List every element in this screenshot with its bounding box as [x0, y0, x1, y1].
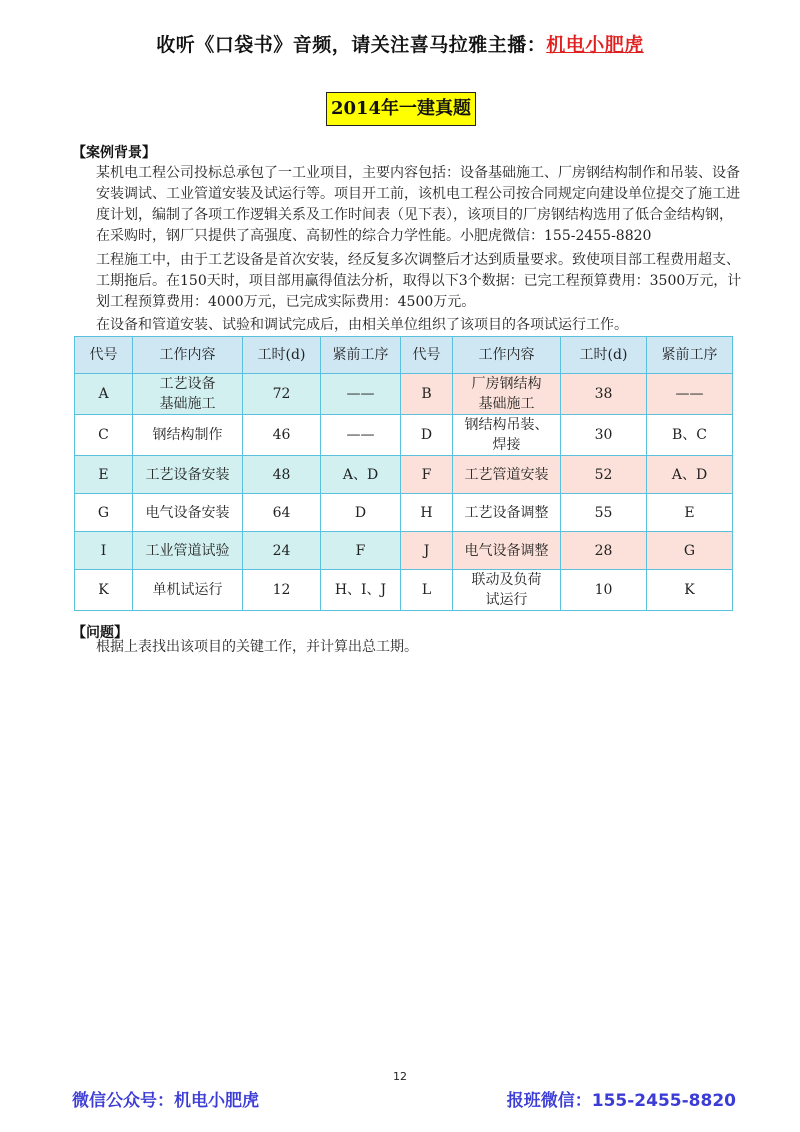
table-cell: 46	[243, 415, 321, 456]
table-cell: 电气设备安装	[133, 494, 243, 532]
table-cell: H、I、J	[321, 570, 401, 611]
table-cell: G	[75, 494, 133, 532]
table-cell: 单机试运行	[133, 570, 243, 611]
table-row	[75, 374, 733, 415]
table-cell: 64	[243, 494, 321, 532]
table-cell: 工艺设备安装	[133, 456, 243, 494]
table-cell: 52	[561, 456, 647, 494]
table-cell: B	[401, 374, 453, 415]
paragraph-text: 工程施工中，由于工艺设备是首次安装，经反复多次调整后才达到质量要求。致使项目部工程费用超支、工期拖后。在150天时，项目部用赢得值法分析，取得以下3个数据：已完工程预算费用：3500万元，计划工程预算费用：4000万元，已完成实际费用：4500万元。	[96, 252, 742, 310]
table-cell: B、C	[647, 415, 733, 456]
paragraph-text: 在设备和管道安装、试验和调试完成后，由相关单位组织了该项目的各项试运行工作。	[96, 317, 628, 333]
table-cell: J	[401, 532, 453, 570]
table-cell: ——	[647, 374, 733, 415]
table-cell: ——	[321, 374, 401, 415]
table-row	[75, 494, 733, 532]
background-section-label: 【案例背景】	[72, 145, 156, 161]
table-cell: 10	[561, 570, 647, 611]
table-cell: A、D	[321, 456, 401, 494]
table-cell: 工业管道试验	[133, 532, 243, 570]
column-header: 工作内容	[133, 337, 243, 374]
table-cell: A、D	[647, 456, 733, 494]
table-cell: K	[75, 570, 133, 611]
header-prefix: 收听《口袋书》音频，请关注喜马拉雅主播：	[156, 34, 547, 56]
table-cell: 55	[561, 494, 647, 532]
table-cell: C	[75, 415, 133, 456]
column-header: 工作内容	[453, 337, 561, 374]
page-title: 2014年一建真题	[326, 92, 476, 126]
table-cell: 电气设备调整	[453, 532, 561, 570]
background-paragraph-3	[96, 315, 746, 336]
column-header: 紧前工序	[321, 337, 401, 374]
table-cell: 工艺设备调整	[453, 494, 561, 532]
column-header: 代号	[75, 337, 133, 374]
table-cell: 厂房钢结构 基础施工	[453, 374, 561, 415]
table-cell: K	[647, 570, 733, 611]
question-section-label: 【问题】	[72, 625, 128, 641]
table-cell: 30	[561, 415, 647, 456]
column-header: 工时(d)	[243, 337, 321, 374]
table-cell: 72	[243, 374, 321, 415]
table-row	[75, 415, 733, 456]
footer-enroll-wechat: 报班微信：155-2455-8820	[506, 1091, 736, 1111]
table-cell: 钢结构吊装、 焊接	[453, 415, 561, 456]
table-cell: I	[75, 532, 133, 570]
table-row	[75, 532, 733, 570]
table-cell: H	[401, 494, 453, 532]
column-header: 紧前工序	[647, 337, 733, 374]
table-cell: 28	[561, 532, 647, 570]
table-cell: 38	[561, 374, 647, 415]
table-cell: E	[75, 456, 133, 494]
table-cell: 工艺设备 基础施工	[133, 374, 243, 415]
table-cell: D	[401, 415, 453, 456]
table-cell: D	[321, 494, 401, 532]
table-cell: 联动及负荷 试运行	[453, 570, 561, 611]
table-cell: A	[75, 374, 133, 415]
background-paragraph-1	[96, 163, 746, 247]
paragraph-text: 某机电工程公司投标总承包了一工业项目，主要内容包括：设备基础施工、厂房钢结构制作和吊装、设备安装调试、工业管道安装及试运行等。项目开工前，该机电工程公司按合同规定向建设单位提交了施工进度计划，编制了各项工作逻辑关系及工作时间表（见下表），该项目的厂房钢结构选用了低合金结构钢，在采购时，钢厂只提供了高强度、高韧性的综合力学性能。小肥虎微信：155-2455-8820	[96, 165, 740, 244]
question-text: 根据上表找出该项目的关键工作，并计算出总工期。	[96, 639, 418, 655]
table-row	[75, 570, 733, 611]
table-cell: 工艺管道安装	[453, 456, 561, 494]
table-cell: F	[321, 532, 401, 570]
table-cell: E	[647, 494, 733, 532]
table-cell: 钢结构制作	[133, 415, 243, 456]
table-cell: G	[647, 532, 733, 570]
page-header	[0, 30, 800, 57]
table-cell: ——	[321, 415, 401, 456]
header-anchor-link[interactable]: 机电小肥虎	[546, 34, 644, 56]
column-header: 工时(d)	[561, 337, 647, 374]
table-row	[75, 456, 733, 494]
table-cell: 48	[243, 456, 321, 494]
table-cell: L	[401, 570, 453, 611]
table-cell: 24	[243, 532, 321, 570]
footer-wechat-account: 微信公众号：机电小肥虎	[72, 1091, 259, 1111]
column-header: 代号	[401, 337, 453, 374]
table-cell: F	[401, 456, 453, 494]
table-cell: 12	[243, 570, 321, 611]
page-number: 12	[393, 1070, 407, 1083]
table-header-row	[75, 337, 733, 374]
work-schedule-table	[74, 336, 733, 611]
background-paragraph-2	[96, 250, 746, 313]
